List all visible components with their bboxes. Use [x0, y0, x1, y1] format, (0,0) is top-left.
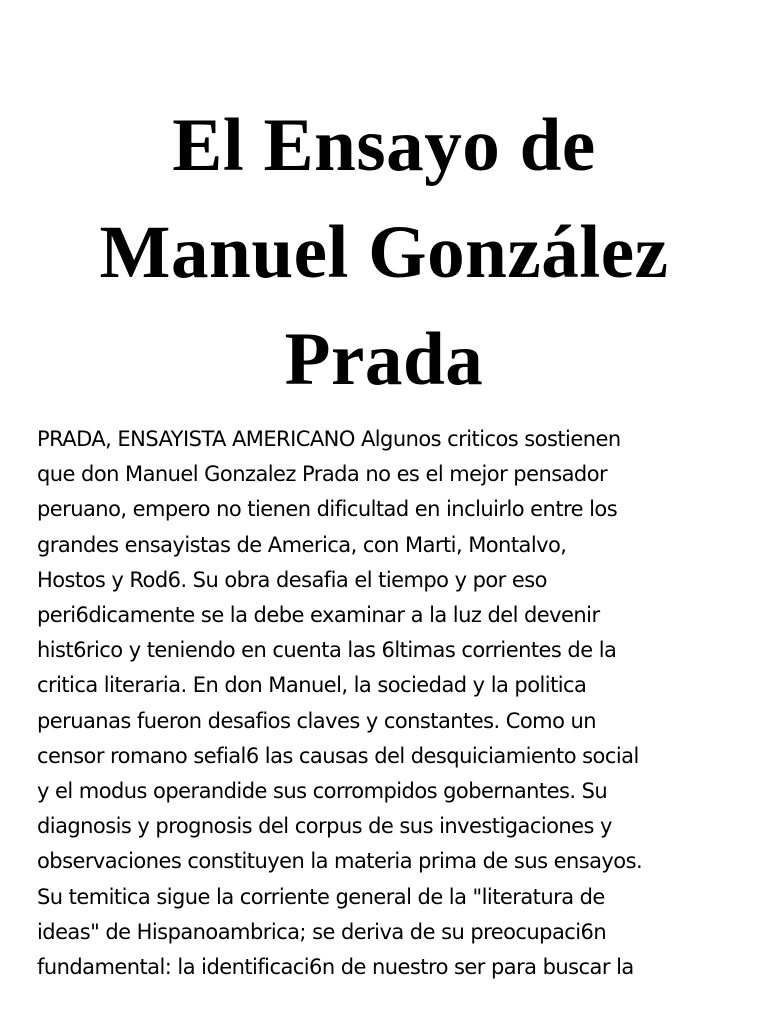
body-line: ideas" de Hispanoambrica; se deriva de su preocupaci6n: [37, 919, 607, 944]
body-line: y el modus operandide sus corrompidos gobernantes. Su: [37, 779, 608, 804]
document-title: [0, 92, 768, 413]
body-line: hist6rico y teniendo en cuenta las 6ltimas corrientes de la: [37, 638, 617, 663]
body-line: peruano, empero no tienen dificultad en incluirlo entre los: [37, 497, 618, 522]
body-line: fundamental: la identificaci6n de nuestro ser para buscar la: [37, 955, 634, 980]
body-line: peruanas fueron desafios claves y constantes. Como un: [37, 708, 597, 733]
title-line: Manuel González: [99, 211, 669, 294]
body-line: diagnosis y prognosis del corpus de sus investigaciones y: [37, 814, 612, 839]
body-line: peri6dicamente se la debe examinar a la luz del devenir: [37, 603, 600, 628]
body-line: Su temitica sigue la corriente general de la "literatura de: [37, 884, 605, 909]
body-line: PRADA, ENSAYISTA AMERICANO Algunos criticos sostienen: [37, 427, 621, 451]
title-line: Prada: [284, 318, 484, 401]
title-line: El Ensayo de: [172, 104, 596, 187]
body-line: que don Manuel Gonzalez Prada no es el mejor pensador: [37, 462, 608, 487]
body-line: observaciones constituyen la materia prima de sus ensayos.: [37, 849, 643, 874]
body-paragraph: [37, 422, 737, 985]
body-line: Hostos y Rod6. Su obra desafia el tiempo y por eso: [37, 567, 547, 592]
body-line: censor romano sefial6 las causas del desquiciamiento social: [37, 743, 639, 768]
body-line: grandes ensayistas de America, con Marti, Montalvo,: [37, 532, 567, 557]
body-line: critica literaria. En don Manuel, la sociedad y la politica: [37, 673, 587, 698]
